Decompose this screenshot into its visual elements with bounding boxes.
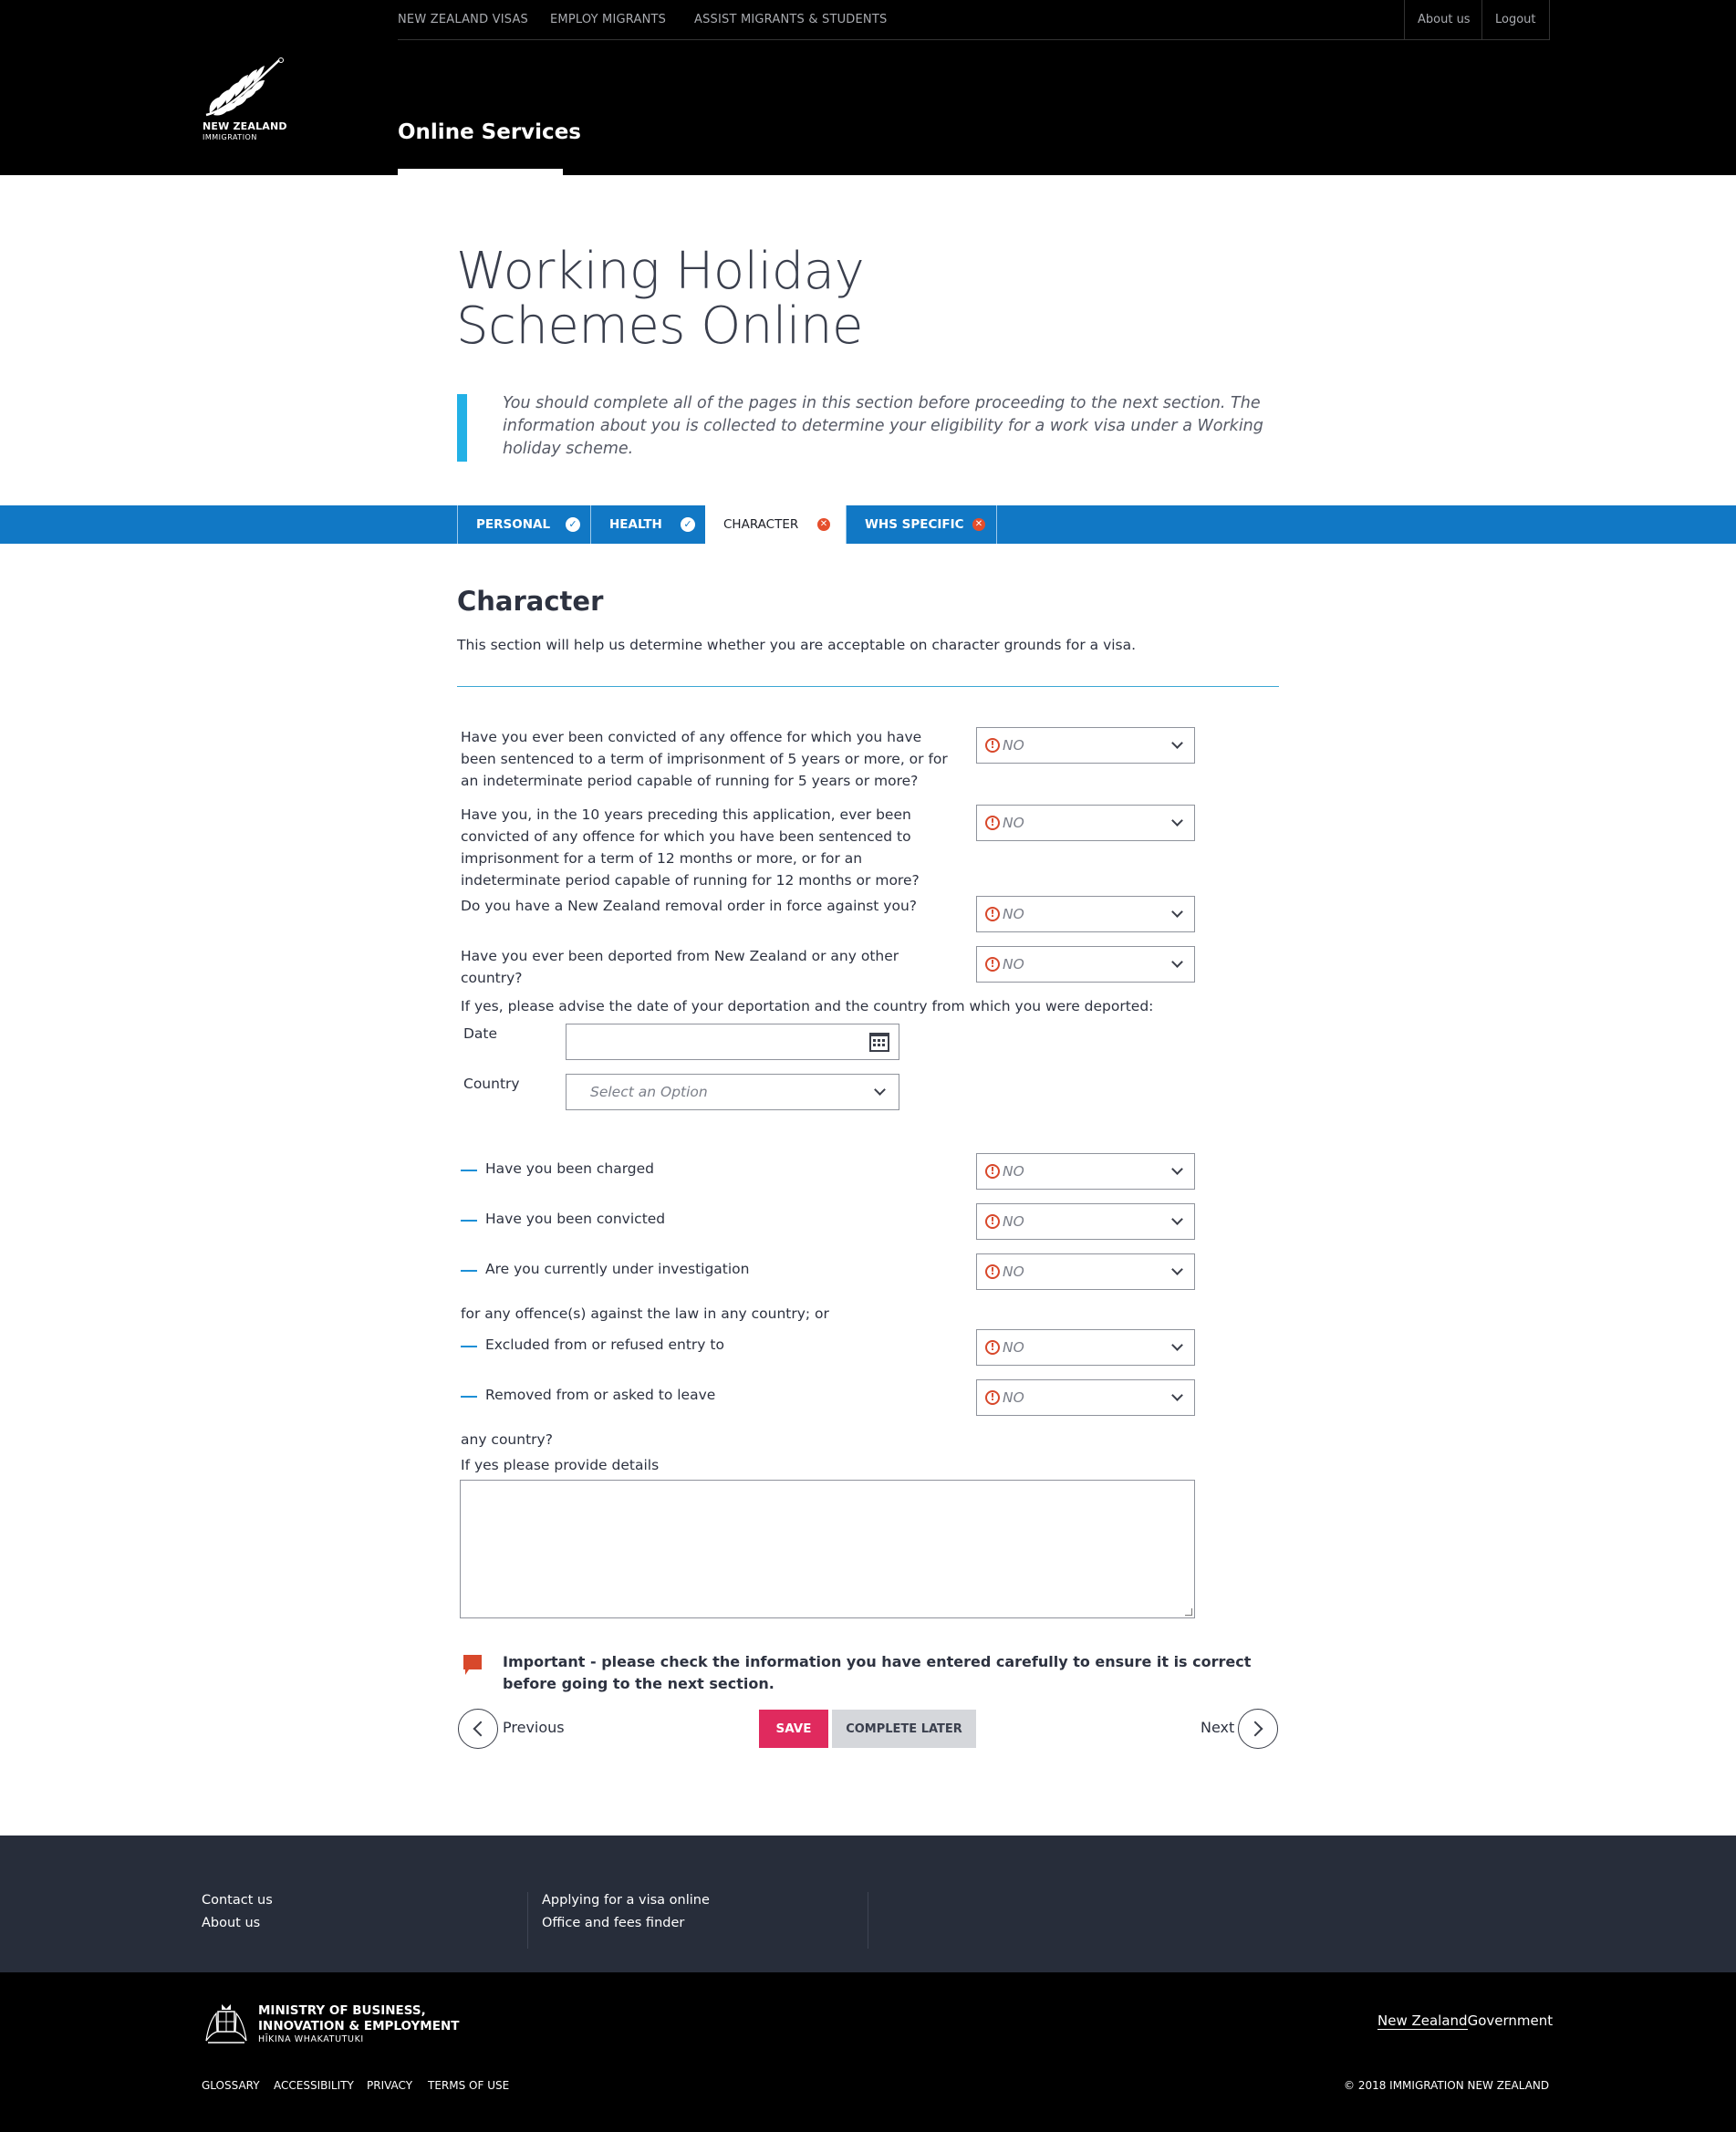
select-value: NO	[1003, 737, 1024, 754]
footer-applying-online[interactable]: Applying for a visa online	[542, 1893, 710, 1908]
answer-removal-order[interactable]	[976, 896, 1195, 932]
select-value: NO	[1003, 1339, 1024, 1356]
dash-bullet	[461, 1170, 477, 1171]
chevron-down-icon	[1171, 815, 1183, 827]
chevron-left-icon	[473, 1721, 489, 1737]
logo-wordmark: NEW ZEALAND	[203, 120, 287, 132]
footer-accessibility[interactable]: ACCESSIBILITY	[274, 2079, 354, 2092]
intro-accent-bar	[457, 394, 467, 462]
nav-assist-migrants[interactable]: ASSIST MIGRANTS & STUDENTS	[694, 13, 888, 26]
online-services-tab[interactable]: Online Services	[398, 120, 581, 144]
warning-icon: !	[985, 907, 1000, 921]
calendar-icon[interactable]	[869, 1033, 889, 1052]
nav-nz-visas[interactable]: NEW ZEALAND VISAS	[398, 13, 529, 26]
chevron-down-icon	[1171, 1339, 1183, 1351]
select-placeholder: Select an Option	[590, 1084, 708, 1100]
footer-copyright: © 2018 IMMIGRATION NEW ZEALAND	[1344, 2079, 1550, 2092]
important-notice: Important - please check the information you have entered carefully to ensure it is correct before going to the next section.	[503, 1653, 1252, 1692]
question-imprisonment-5y: Have you ever been convicted of any offence for which you have been sentenced to a term of imprisonment of 5 years or more, or for an indeterminate period capable of running for 5 years or more?	[461, 729, 948, 789]
question-excluded: Excluded from or refused entry to	[485, 1336, 724, 1353]
question-investigation: Are you currently under investigation	[485, 1261, 750, 1277]
footer-bottom	[0, 1972, 1736, 2132]
footer-terms[interactable]: TERMS OF USE	[428, 2079, 510, 2092]
answer-imprisonment-12m[interactable]	[976, 805, 1195, 841]
footer-divider	[527, 1892, 528, 1949]
tab-label: PERSONAL	[476, 517, 551, 532]
warning-icon: !	[985, 738, 1000, 753]
top-navigation	[398, 0, 1550, 40]
tab-character[interactable]	[705, 505, 846, 544]
select-value: NO	[1003, 1389, 1024, 1406]
answer-charged[interactable]	[976, 1153, 1195, 1190]
select-value: NO	[1003, 815, 1024, 831]
nzgov-part-a: New Zealand	[1377, 2012, 1468, 2029]
section-description: This section will help us determine whether you are acceptable on character grounds for a visa.	[457, 637, 1137, 653]
deportation-instructions: If yes, please advise the date of your deportation and the country from which you were deported:	[461, 998, 1154, 1014]
section-divider	[457, 686, 1279, 687]
mbie-maori-name: HĪKINA WHAKATUTUKI	[258, 2034, 364, 2044]
warning-icon: !	[985, 1164, 1000, 1179]
dash-bullet	[461, 1270, 477, 1272]
offences-clause: for any offence(s) against the law in any country; or	[461, 1305, 829, 1322]
check-icon: ✓	[681, 517, 695, 532]
page-title-line2: Schemes Online	[456, 296, 863, 356]
dash-bullet	[461, 1220, 477, 1222]
nz-government-logo[interactable]	[1377, 2012, 1553, 2029]
chevron-down-icon	[1171, 1264, 1183, 1275]
select-value: NO	[1003, 906, 1024, 922]
flag-icon	[463, 1655, 482, 1675]
answer-excluded[interactable]	[976, 1329, 1195, 1366]
previous-button[interactable]	[458, 1709, 498, 1749]
warning-icon: !	[985, 816, 1000, 830]
mbie-name[interactable]	[258, 2003, 459, 2034]
save-button[interactable]: SAVE	[759, 1710, 828, 1748]
footer-glossary[interactable]: GLOSSARY	[202, 2079, 260, 2092]
warning-icon: !	[985, 1214, 1000, 1229]
any-country-text: any country?	[461, 1431, 553, 1448]
warning-icon: !	[985, 1340, 1000, 1355]
tab-label: CHARACTER	[723, 517, 799, 532]
page-title-line1: Working Holiday	[456, 242, 865, 301]
answer-convicted[interactable]	[976, 1203, 1195, 1240]
footer-contact-us[interactable]: Contact us	[202, 1893, 273, 1908]
about-us-link[interactable]: About us	[1404, 0, 1483, 39]
error-icon: ✕	[817, 518, 830, 531]
chevron-down-icon	[1171, 1163, 1183, 1175]
tab-whs-specific[interactable]	[846, 505, 997, 544]
answer-investigation[interactable]	[976, 1253, 1195, 1290]
tab-health[interactable]	[590, 505, 705, 544]
answer-imprisonment-5y[interactable]	[976, 727, 1195, 764]
chevron-down-icon	[874, 1084, 886, 1096]
dash-bullet	[461, 1346, 477, 1347]
nzgov-part-b: Government	[1467, 2012, 1554, 2029]
logout-link[interactable]: Logout	[1481, 0, 1550, 39]
select-value: NO	[1003, 1163, 1024, 1180]
details-label: If yes please provide details	[461, 1457, 660, 1473]
date-label: Date	[463, 1025, 498, 1042]
nz-coat-of-arms-icon[interactable]	[203, 2001, 250, 2044]
question-charged: Have you been charged	[485, 1160, 655, 1177]
active-tab-indicator	[398, 169, 563, 175]
error-icon: ✕	[972, 518, 985, 531]
question-imprisonment-12m: Have you, in the 10 years preceding this application, ever been convicted of any offence for which you have been sentenced to imprisonment for a term of 12 months or more, or for an indeterminate period capable of running for 12 months or more?	[461, 806, 920, 889]
select-value: NO	[1003, 1213, 1024, 1230]
warning-icon: !	[985, 1390, 1000, 1405]
resize-handle-icon[interactable]	[1185, 1608, 1192, 1616]
dash-bullet	[461, 1396, 477, 1398]
footer-office-fees[interactable]: Office and fees finder	[542, 1916, 685, 1930]
tab-personal[interactable]	[457, 505, 590, 544]
next-button[interactable]	[1238, 1709, 1278, 1749]
deportation-country-select[interactable]	[566, 1074, 899, 1110]
warning-icon: !	[985, 957, 1000, 972]
question-deported: Have you ever been deported from New Zealand or any other country?	[461, 948, 899, 986]
select-value: NO	[1003, 1264, 1024, 1280]
tab-label: HEALTH	[609, 517, 662, 532]
page-title	[456, 244, 864, 354]
chevron-down-icon	[1171, 737, 1183, 749]
country-label: Country	[463, 1076, 520, 1092]
chevron-right-icon	[1248, 1721, 1263, 1737]
warning-icon: !	[985, 1264, 1000, 1279]
chevron-down-icon	[1171, 956, 1183, 968]
nav-employ-migrants[interactable]: EMPLOY MIGRANTS	[550, 13, 667, 26]
check-icon: ✓	[566, 517, 580, 532]
site-header	[0, 0, 1736, 175]
deportation-date-input[interactable]	[566, 1024, 899, 1060]
chevron-down-icon	[1171, 1389, 1183, 1401]
mbie-name-line2: INNOVATION & EMPLOYMENT	[258, 2019, 460, 2033]
intro-text: You should complete all of the pages in this section before proceeding to the next section. The information about you is collected to determine your eligibility for a work visa under a Working holiday scheme.	[503, 394, 1263, 458]
question-removed: Removed from or asked to leave	[485, 1387, 716, 1403]
next-label[interactable]: Next	[1201, 1719, 1235, 1736]
chevron-down-icon	[1171, 1213, 1183, 1225]
section-tabs	[0, 505, 1736, 544]
question-convicted: Have you been convicted	[485, 1211, 666, 1227]
chevron-down-icon	[1171, 906, 1183, 918]
logo-subtext: IMMIGRATION	[203, 133, 257, 141]
select-value: NO	[1003, 956, 1024, 972]
answer-removed[interactable]	[976, 1379, 1195, 1416]
tab-label: WHS SPECIFIC	[865, 517, 964, 532]
footer-privacy[interactable]: PRIVACY	[367, 2079, 413, 2092]
details-textarea[interactable]	[460, 1480, 1195, 1618]
section-title: Character	[457, 586, 604, 617]
answer-deported[interactable]	[976, 946, 1195, 983]
complete-later-button[interactable]: COMPLETE LATER	[832, 1710, 976, 1748]
footer-about-us[interactable]: About us	[202, 1916, 261, 1930]
previous-label[interactable]: Previous	[503, 1719, 565, 1736]
question-removal-order: Do you have a New Zealand removal order in force against you?	[461, 898, 917, 914]
mbie-name-line1: MINISTRY OF BUSINESS,	[258, 2003, 426, 2018]
